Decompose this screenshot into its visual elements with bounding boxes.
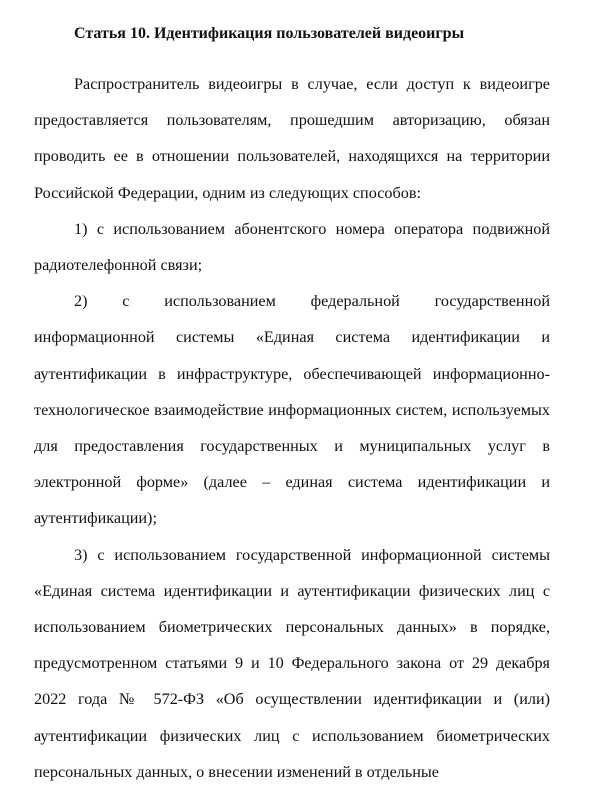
article-heading: Статья 10. Идентификация пользователей видеоигры bbox=[74, 25, 465, 42]
paragraph-item-3: 3) с использованием государственной информационной системы «Единая система идентификации и аутентификации физических лиц с использованием биометрических персональных данных» в порядке, предусмотренном статьями 9 и 10 Федерального закона от 29 декабря 2022 года № 572-ФЗ «Об осуществлении идентификации и (или) аутентификации физических лиц с использованием биометрических персональных данных, о внесении изменений в отдельные bbox=[34, 545, 550, 781]
paragraph-intro: Распространитель видеоигры в случае, если доступ к видеоигре предоставляется пользователям, прошедшим авторизацию, обязан проводить ее в отношении пользователей, находящихся на территории Российской Федерации, одним из следующих способов: bbox=[34, 75, 550, 202]
document-page bbox=[34, 22, 550, 790]
paragraph-item-1: 1) с использованием абонентского номера оператора подвижной радиотелефонной связи; bbox=[34, 219, 550, 275]
paragraph-item-2: 2) с использованием федеральной государственной информационной системы «Единая система идентификации и аутентификации в инфраструктуре, обеспечивающей информационно-технологическое взаимодействие информационных систем, используемых для предоставления государственных и муниципальных услуг в электронной форме» (далее – единая система идентификации и аутентификации); bbox=[34, 292, 550, 528]
